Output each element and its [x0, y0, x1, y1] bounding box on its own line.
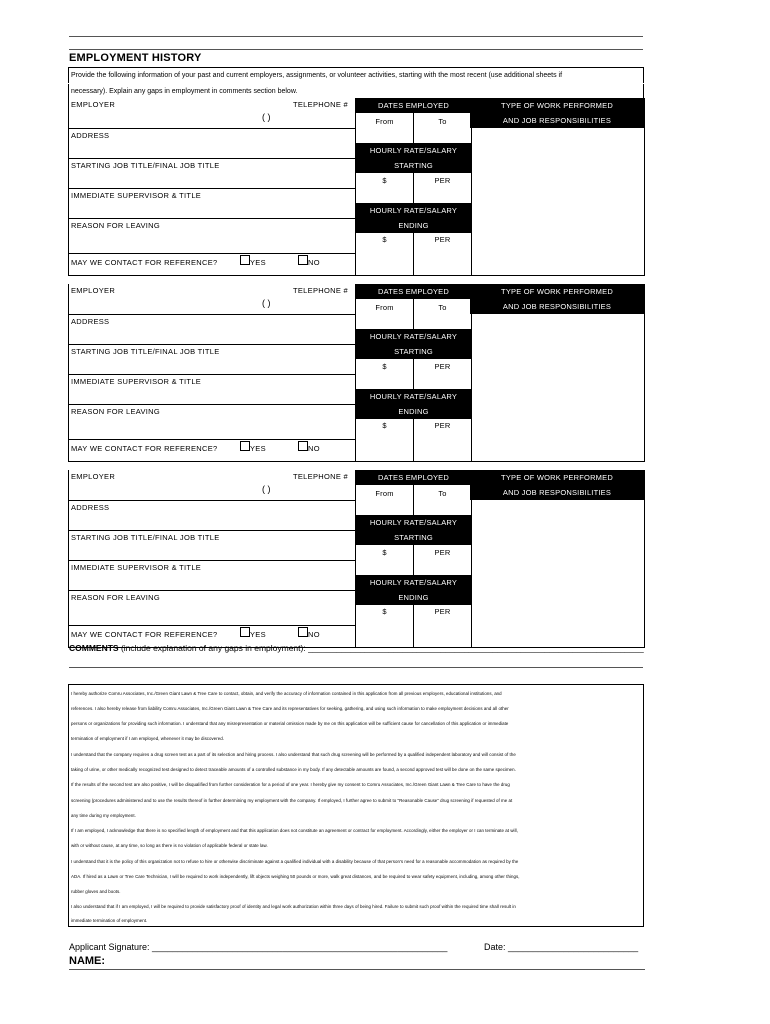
to-label: To — [438, 303, 447, 312]
employer-row[interactable] — [69, 98, 356, 129]
legal-line: I understand that the company requires a drug screen test as a part of its selection and hiring process. I also understand that such drug screening will be performed by a qualified independent laboratory and will consist of the — [71, 752, 516, 757]
job-title-label: STARTING JOB TITLE/FINAL JOB TITLE — [71, 533, 220, 542]
employer-label: EMPLOYER — [71, 472, 116, 481]
contact-reference-label: MAY WE CONTACT FOR REFERENCE? — [71, 444, 218, 453]
legal-line: I hereby authorize Comru Associates, Inc./Green Giant Lawn & Tree Care to contact, obtain, and verify the accuracy of information contained in this application from all previous employers, educational institutions, and — [71, 691, 502, 696]
name-rule — [69, 969, 645, 970]
legal-line: taking of urine, or other medically recognized test designed to detect traceable amounts of a controlled substance in my body. If any detectable amounts are found, a second approved test will be done on the same specimen. — [71, 767, 516, 772]
address-row[interactable] — [69, 129, 356, 159]
yes-label: YES — [250, 258, 266, 267]
employer-row[interactable] — [69, 470, 356, 501]
ending-header: ENDING — [356, 404, 471, 419]
ending-header: ENDING — [356, 590, 471, 605]
job-responsibilities-column[interactable] — [470, 470, 645, 648]
legal-line: termination of employment if I am employed, whenever it may be discovered. — [71, 736, 225, 741]
supervisor-label: IMMEDIATE SUPERVISOR & TITLE — [71, 377, 202, 386]
yes-label: YES — [250, 630, 266, 639]
job-responsibilities-header: AND JOB RESPONSIBILITIES — [470, 113, 644, 128]
per-label: PER — [434, 235, 451, 244]
ending-divider — [413, 604, 414, 647]
employer-label: EMPLOYER — [71, 100, 116, 109]
intro-text-line-1: Provide the following information of your past and current employers, assignments, or volunteer activities, starting with the most recent (use additional sheets if — [68, 67, 644, 83]
reason-row[interactable] — [69, 405, 356, 440]
comments-label: COMMENTS — [69, 643, 119, 653]
reason-row[interactable] — [69, 219, 356, 254]
reason-row[interactable] — [69, 591, 356, 626]
ending-divider — [413, 232, 414, 275]
per-label: PER — [434, 421, 451, 430]
yes-label: YES — [250, 444, 266, 453]
dates-salary-column — [355, 470, 472, 648]
reason-label: REASON FOR LEAVING — [71, 221, 161, 230]
from-label: From — [375, 489, 394, 498]
page-title: EMPLOYMENT HISTORY — [69, 52, 202, 64]
per-label: PER — [434, 362, 451, 371]
legal-line: immediate termination of employment. — [71, 918, 148, 923]
job-responsibilities-column[interactable] — [470, 284, 645, 462]
supervisor-row[interactable] — [69, 375, 356, 405]
comments-instructions: (include explanation of any gaps in employment): _______________________________________________________________________ — [118, 643, 644, 653]
legal-line: screening (procedures administered and to use the results thereof in further determining my employment with the company. If employed, I further agree to submit to "Reasonable Cause" drug screening if requested of me at — [71, 798, 513, 803]
legal-line: references. I also hereby release from liability Comru Associates, Inc./Green Giant Lawn & Tree Care and its representatives for seeking, gathering, and using such information to make employment decisions and all other — [71, 706, 509, 711]
applicant-signature-field[interactable]: Applicant Signature: ___________________________________________________________ — [69, 942, 448, 952]
ending-header: ENDING — [356, 218, 471, 233]
employer-info-column — [68, 470, 356, 648]
no-checkbox[interactable] — [298, 255, 308, 265]
job-title-row[interactable] — [69, 531, 356, 561]
employer-block — [68, 98, 644, 275]
employer-info-column — [68, 98, 356, 276]
yes-checkbox[interactable] — [240, 255, 250, 265]
dates-salary-column — [355, 284, 472, 462]
to-label: To — [438, 489, 447, 498]
reason-label: REASON FOR LEAVING — [71, 593, 161, 602]
comments-rule — [69, 667, 643, 668]
job-title-label: STARTING JOB TITLE/FINAL JOB TITLE — [71, 161, 220, 170]
dates-employed-header: DATES EMPLOYED — [356, 470, 471, 485]
dollar-sign: $ — [382, 362, 387, 371]
from-label: From — [375, 117, 394, 126]
employer-label: EMPLOYER — [71, 286, 116, 295]
per-label: PER — [434, 548, 451, 557]
rate-salary-header: HOURLY RATE/SALARY — [356, 203, 471, 218]
supervisor-row[interactable] — [69, 189, 356, 219]
starting-divider — [413, 359, 414, 389]
no-label: NO — [308, 630, 320, 639]
job-title-row[interactable] — [69, 159, 356, 189]
starting-header: STARTING — [356, 158, 471, 173]
dates-salary-column — [355, 98, 472, 276]
employer-block — [68, 470, 644, 647]
telephone-label: TELEPHONE # — [293, 472, 348, 481]
supervisor-row[interactable] — [69, 561, 356, 591]
address-label: ADDRESS — [71, 317, 110, 326]
job-responsibilities-header: AND JOB RESPONSIBILITIES — [470, 299, 644, 314]
address-label: ADDRESS — [71, 503, 110, 512]
phone-area-code: ( ) — [262, 484, 271, 494]
legal-line: persons or organizations for providing such information. I understand that any misrepresentation or material omission made by me on this application will be sufficient cause for cancellation of this application or immediate — [71, 721, 509, 726]
no-label: NO — [308, 444, 320, 453]
legal-line: I understand that it is the policy of this organization not to refuse to hire or otherwise discriminate against a qualified individual with a disability because of that person's need for a reasonable accommodation as required by the — [71, 859, 519, 864]
employer-info-column — [68, 284, 356, 462]
rate-salary-header: HOURLY RATE/SALARY — [356, 143, 471, 158]
job-title-row[interactable] — [69, 345, 356, 375]
dollar-sign: $ — [382, 548, 387, 557]
employer-row[interactable] — [69, 284, 356, 315]
per-label: PER — [434, 176, 451, 185]
per-label: PER — [434, 607, 451, 616]
ending-divider — [413, 418, 414, 461]
intro-text-line-2: necessary). Explain any gaps in employment in comments section below. — [68, 84, 644, 100]
dates-employed-header: DATES EMPLOYED — [356, 284, 471, 299]
legal-line: I also understand that if I am employed, I will be required to provide satisfactory proof of identity and legal work authorization within three days of being hired. Failure to submit such proof within the required time shall result in — [71, 904, 516, 909]
starting-header: STARTING — [356, 530, 471, 545]
telephone-label: TELEPHONE # — [293, 286, 348, 295]
top-rule-1 — [69, 36, 643, 37]
legal-line: ADA. If hired as a Lawn or Tree Care Technician, I will be required to work independently, lift objects weighing 50 pounds or more, walk great distances, and be required to wear safety equipment, including, among other things, — [71, 874, 520, 879]
job-responsibilities-column[interactable] — [470, 98, 645, 276]
reason-label: REASON FOR LEAVING — [71, 407, 161, 416]
comments-line[interactable] — [69, 643, 644, 653]
job-responsibilities-header: AND JOB RESPONSIBILITIES — [470, 485, 644, 500]
rate-salary-header: HOURLY RATE/SALARY — [356, 389, 471, 404]
legal-line: with or without cause, at any time, so long as there is no violation of applicable federal or state law. — [71, 843, 268, 848]
phone-area-code: ( ) — [262, 112, 271, 122]
address-label: ADDRESS — [71, 131, 110, 140]
from-label: From — [375, 303, 394, 312]
job-title-label: STARTING JOB TITLE/FINAL JOB TITLE — [71, 347, 220, 356]
no-checkbox[interactable] — [298, 441, 308, 451]
yes-checkbox[interactable] — [240, 441, 250, 451]
name-label: NAME: — [69, 955, 106, 967]
type-of-work-header: TYPE OF WORK PERFORMED — [470, 470, 644, 485]
supervisor-label: IMMEDIATE SUPERVISOR & TITLE — [71, 191, 202, 200]
employer-block — [68, 284, 644, 461]
legal-line: If I am employed, I acknowledge that there is no specified length of employment and that this application does not constitute an agreement or contract for employment. Accordingly, either the employer or I can terminate at will, — [71, 828, 518, 833]
legal-line: rubber gloves and boots. — [71, 889, 121, 894]
phone-area-code: ( ) — [262, 298, 271, 308]
type-of-work-header: TYPE OF WORK PERFORMED — [470, 98, 644, 113]
legal-authorization — [68, 684, 644, 927]
no-checkbox[interactable] — [298, 627, 308, 637]
contact-reference-label: MAY WE CONTACT FOR REFERENCE? — [71, 258, 218, 267]
dollar-sign: $ — [382, 421, 387, 430]
starting-divider — [413, 173, 414, 203]
address-row[interactable] — [69, 315, 356, 345]
top-rule-2 — [69, 49, 643, 50]
dates-employed-header: DATES EMPLOYED — [356, 98, 471, 113]
yes-checkbox[interactable] — [240, 627, 250, 637]
contact-reference-label: MAY WE CONTACT FOR REFERENCE? — [71, 630, 218, 639]
address-row[interactable] — [69, 501, 356, 531]
telephone-label: TELEPHONE # — [293, 100, 348, 109]
supervisor-label: IMMEDIATE SUPERVISOR & TITLE — [71, 563, 202, 572]
dollar-sign: $ — [382, 607, 387, 616]
starting-header: STARTING — [356, 344, 471, 359]
rate-salary-header: HOURLY RATE/SALARY — [356, 575, 471, 590]
legal-line: any time during my employment. — [71, 813, 136, 818]
type-of-work-header: TYPE OF WORK PERFORMED — [470, 284, 644, 299]
no-label: NO — [308, 258, 320, 267]
starting-divider — [413, 545, 414, 575]
dollar-sign: $ — [382, 176, 387, 185]
to-label: To — [438, 117, 447, 126]
date-field[interactable]: Date: __________________________ — [484, 942, 639, 952]
rate-salary-header: HOURLY RATE/SALARY — [356, 329, 471, 344]
rate-salary-header: HOURLY RATE/SALARY — [356, 515, 471, 530]
dollar-sign: $ — [382, 235, 387, 244]
legal-line: If the results of the second test are also positive, I will be disqualified from further consideration for a period of one year. I hereby give my consent to Comru Associates, Inc./Green Giant Lawn & Tree Care to have the drug — [71, 782, 510, 787]
